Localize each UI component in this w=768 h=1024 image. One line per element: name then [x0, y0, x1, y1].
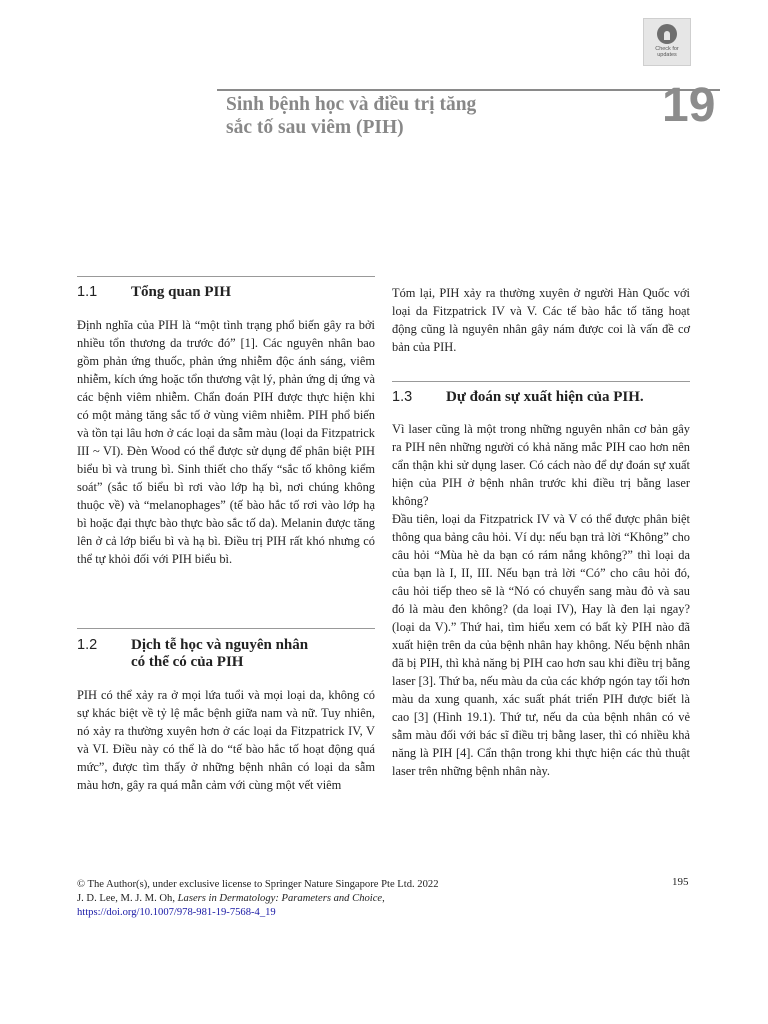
copyright-footer — [77, 878, 439, 920]
section-divider — [77, 276, 375, 277]
section-number: 1.3 — [392, 389, 413, 405]
section-title-line1: Dịch tễ học và nguyên nhân — [131, 637, 309, 653]
doi-link[interactable]: https://doi.org/10.1007/978-981-19-7568-4_19 — [77, 907, 276, 918]
section-divider — [392, 381, 690, 382]
paragraph-overview: Định nghĩa của PIH là “một tình trạng phổ biến gây ra bởi nhiều tổn thương da trước đó” [1]. Các nguyên nhân bao gồm phản ứng thuốc, phản ứng nhiễm độc ánh sáng, viêm nhiễm, kích ứng hoặc tổn thương vật lý, phản ứng dị ứng và các bệnh viêm nhiễm. Chẩn đoán PIH được thực hiện khi có một mảng tăng sắc tố ở vùng viêm nhiễm. PIH phổ biến và tồn tại lâu hơn ở các loại da sẫm màu (loại da Fitzpatrick III ~ VI). Đèn Wood có thể được sử dụng để phân biệt PIH biểu bì và trung bì. Sinh thiết cho thấy “sắc tố không kiểm soát” (sắc tố biểu bì rơi vào lớp hạ bì, nơi chúng không thuộc về) và “melanophages” (tế bào hắc tố rơi vào lớp hạ bì hoặc đại thực bào thực bào sắc tố da). Melanin được tăng lên ở cả lớp biểu bì và hạ bì. Điều trị PIH rất khó nhưng có thể tự khỏi đối với PIH biểu bì. — [77, 318, 375, 566]
copyright-line: © The Author(s), under exclusive license to Springer Nature Singapore Pte Ltd. 2022 — [77, 879, 439, 890]
badge-label — [655, 46, 679, 58]
check-for-updates-badge[interactable] — [643, 18, 691, 66]
section-title: Tổng quan PIH — [131, 284, 232, 300]
section-number: 1.1 — [77, 284, 98, 300]
section-title: Dự đoán sự xuất hiện của PIH. — [446, 389, 644, 405]
chapter-title — [226, 93, 586, 139]
header-divider — [217, 89, 720, 91]
section-title — [131, 637, 421, 671]
paragraph-summary: Tóm lại, PIH xảy ra thường xuyên ở người Hàn Quốc với loại da Fitzpatrick IV và V. Các tế bào hắc tố tăng hoạt động cũng là nguyên nhân gây nám được coi là vấn đề cơ bản của PIH. — [392, 286, 690, 354]
paragraph-prediction-methods: Đầu tiên, loại da Fitzpatrick IV và V có thể được phân biệt thông qua bảng câu hỏi. Ví dụ: nếu bạn trả lời “Không” cho câu hỏi “Mùa hè da bạn có rám nắng không?” thì loại da của bạn là I, II, III. Nếu bạn trả lời “Có” cho câu hỏi đó, câu hỏi tiếp theo sẽ là “Nó có chuyển sang màu đỏ và sau đó là màu đen không? (da loại IV), Hay là đen lại ngay? (loại da V).” Thứ hai, tìm hiểu xem có bất kỳ PIH nào đã xuất hiện trên da của bệnh nhân hay không. Nếu bệnh nhân đã bị PIH, thì khả năng bị PIH cao hơn sau khi điều trị bằng laser [3]. Thứ ba, nếu màu da của các khớp ngón tay tối hơn màu da xung quanh, xác suất phát triển PIH được biết là cao [3] (Hình 19.1). Thứ tư, nếu da của bệnh nhân có vẻ sẫm màu đối với bác sĩ điều trị bằng laser, thì có nhiều khả năng là PIH [4]. Cẩn thận trong khi thực hiện các thủ thuật laser trên những bệnh nhân này. — [392, 512, 690, 778]
chapter-title-line2: sắc tố sau viêm (PIH) — [226, 117, 404, 138]
badge-label-line2: updates — [657, 52, 677, 58]
section-title-line2: có thể có của PIH — [131, 654, 244, 670]
citation-punctuation: , — [382, 893, 385, 904]
citation-book-title: Lasers in Dermatology: Parameters and Choice — [177, 893, 383, 904]
page-number: 195 — [672, 876, 689, 888]
section-divider — [77, 628, 375, 629]
chapter-number: 19 — [662, 79, 716, 132]
bookmark-icon — [657, 24, 677, 44]
paragraph-epidemiology: PIH có thể xảy ra ở mọi lứa tuổi và mọi loại da, không có sự khác biệt về tỷ lệ mắc bệnh giữa nam và nữ. Tuy nhiên, nó xảy ra thường xuyên hơn ở các loại da Fitzpatrick IV, V và VI. Điều này có thể là do “tế bào hắc tố hoạt động quá mức”, được tìm thấy ở những bệnh nhân có loại da sẫm màu hơn, gây ra quá mẫn cảm với cùng một vết viêm — [77, 688, 375, 792]
citation-line — [77, 892, 439, 906]
paragraph-prediction-intro: Vì laser cũng là một trong những nguyên nhân cơ bản gây ra PIH nên những người có khả năng mắc PIH cao hơn nên cẩn thận khi sử dụng laser. Có cách nào để dự đoán sự xuất hiện của PIH ở bệnh nhân trước khi điều trị bằng laser không? — [392, 422, 690, 508]
citation-authors: J. D. Lee, M. J. M. Oh, — [77, 893, 178, 904]
badge-label-line1: Check for — [655, 46, 679, 52]
section-number: 1.2 — [77, 637, 98, 653]
chapter-title-line1: Sinh bệnh học và điều trị tăng — [226, 94, 477, 115]
